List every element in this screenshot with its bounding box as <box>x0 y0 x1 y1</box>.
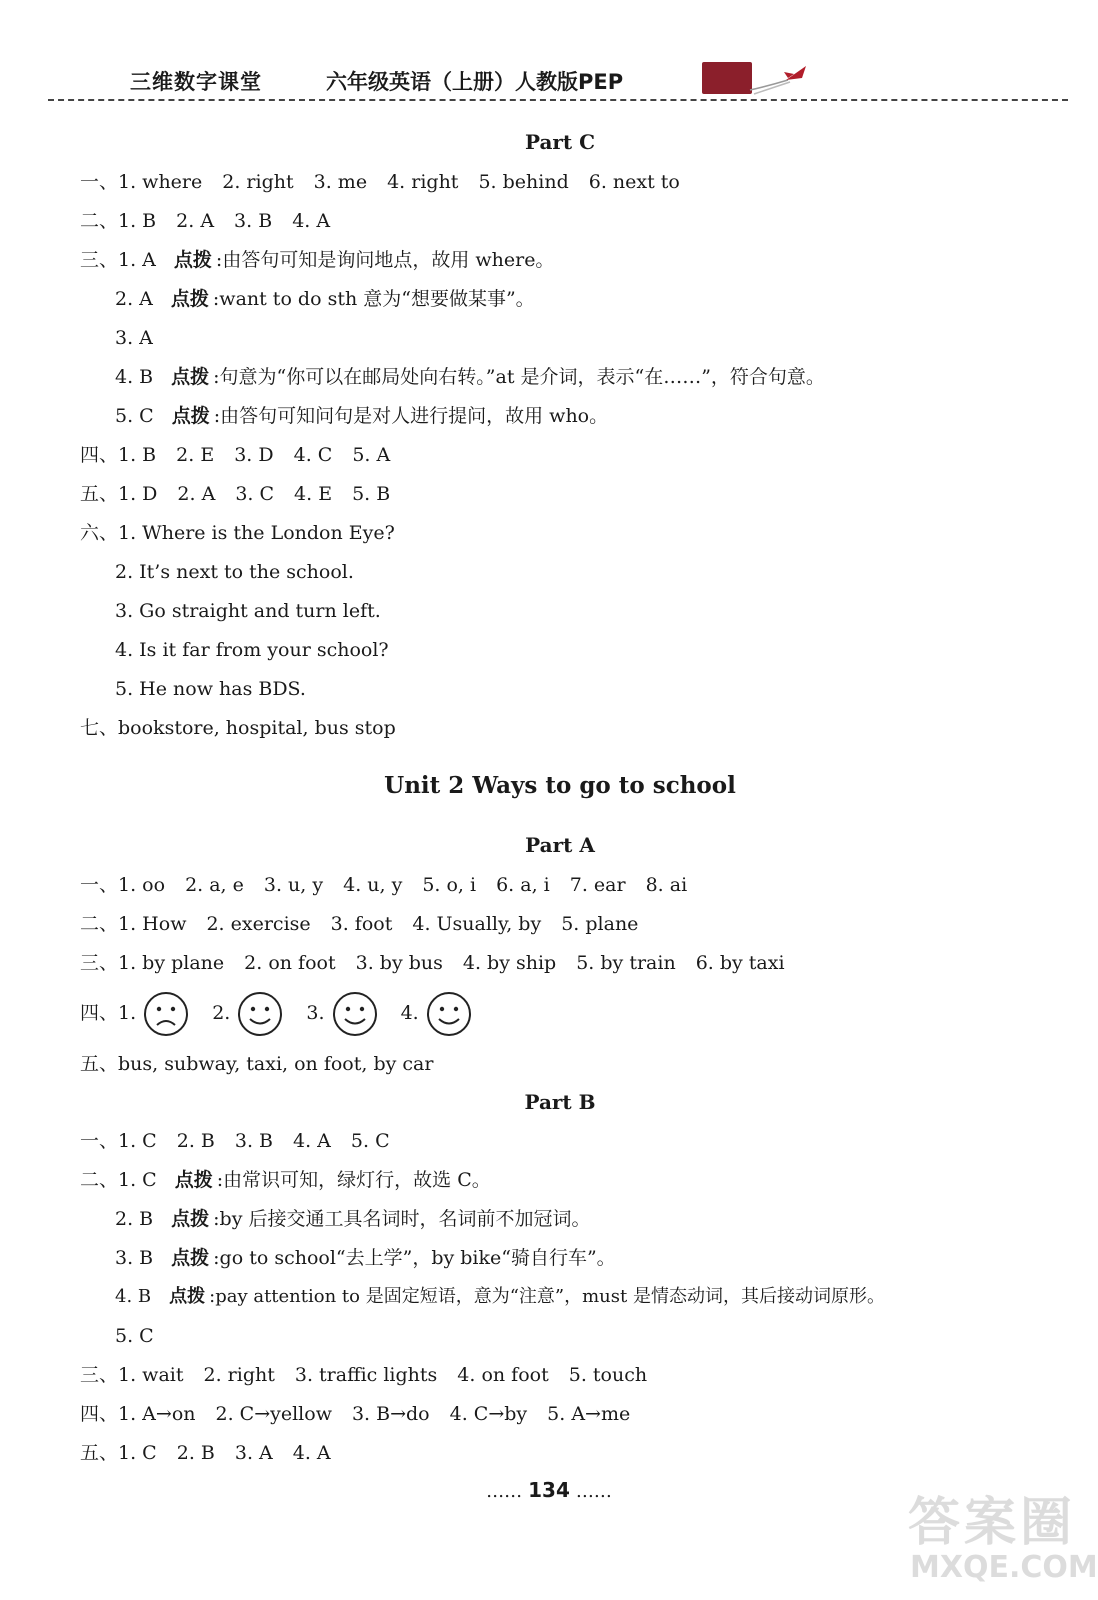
face-number: 4. <box>400 1002 419 1024</box>
answer: 3. C <box>235 483 275 505</box>
tip-label: 点拨 <box>171 1247 210 1269</box>
answer: 4. B <box>115 1286 152 1307</box>
section-label: 五、 <box>80 483 119 505</box>
answer: 3. traffic lights <box>294 1364 438 1386</box>
answer: 4. A <box>292 1442 331 1464</box>
answer: 4. by ship <box>462 952 557 974</box>
answer: 3. B <box>234 1130 274 1152</box>
answer: 1. C <box>118 1169 157 1191</box>
answer: 3. A <box>115 327 153 349</box>
tip-label: 点拨 <box>171 366 210 388</box>
answer: 3. foot <box>330 913 393 935</box>
face-number: 3. <box>306 1002 325 1024</box>
answer: 3. B <box>234 210 273 232</box>
part-a-section-3 <box>80 951 805 975</box>
tip-text: :pay attention to 是固定短语，意为“注意”，must 是情态动词，其后接动词原形。 <box>209 1286 885 1307</box>
part-b-section-2-line-1 <box>80 1168 491 1192</box>
book-title: 六年级英语（上册）人教版PEP <box>326 70 624 94</box>
answer: 4. A <box>292 210 331 232</box>
section-label: 二、 <box>80 913 119 935</box>
answer: 1. A→on <box>118 1403 196 1425</box>
answer: 5. A→me <box>547 1403 631 1425</box>
page-header <box>48 58 1068 104</box>
smiley-face-icon <box>425 991 473 1037</box>
answer-sentence: 5. He now has BDS. <box>115 678 306 700</box>
answer: 5. by train <box>576 952 676 974</box>
tip-text: :by 后接交通工具名词时，名词前不加冠词。 <box>213 1208 591 1230</box>
answer: 1. oo <box>118 874 166 896</box>
answer: 4. on foot <box>457 1364 549 1386</box>
part-c-section-4 <box>80 443 410 467</box>
answer-sentence: 4. Is it far from your school? <box>115 639 389 661</box>
answer: 4. Usually, by <box>412 913 542 935</box>
answer: 5. A <box>352 444 391 466</box>
part-a-section-1 <box>80 873 707 897</box>
answer: 5. touch <box>568 1364 648 1386</box>
answer: 5. plane <box>561 913 639 935</box>
answer: 1. C <box>118 1442 157 1464</box>
answer: 1. D <box>118 483 158 505</box>
part-c-section-6-line-4 <box>115 638 389 662</box>
answer: 3. D <box>234 444 274 466</box>
answer: 2. B <box>176 1442 215 1464</box>
answer: 2. A <box>115 288 153 310</box>
face-number: 1. <box>118 1002 137 1024</box>
part-b-section-3 <box>80 1363 667 1387</box>
watermark <box>900 1480 1098 1590</box>
answer: 4. u, y <box>343 874 403 896</box>
section-label: 五、 <box>80 1053 119 1075</box>
section-label: 三、 <box>80 952 119 974</box>
part-c-section-6-line-1 <box>80 521 395 545</box>
unit-title: Unit 2 Ways to go to school <box>384 772 736 799</box>
answer: 5. C <box>115 1325 154 1347</box>
part-c-section-2 <box>80 209 350 233</box>
part-c-section-6-line-2 <box>115 560 354 584</box>
answer: 6. next to <box>588 171 680 193</box>
answer: 4. right <box>387 171 459 193</box>
part-c-section-7 <box>80 716 396 740</box>
answer: 1. wait <box>118 1364 184 1386</box>
part-b-section-5 <box>80 1441 351 1465</box>
answer: 2. A <box>176 210 215 232</box>
sad-face-icon <box>142 991 190 1037</box>
answer: 5. C <box>115 405 154 427</box>
answer: 2. a, e <box>185 874 244 896</box>
answer: 2. right <box>222 171 294 193</box>
part-c-section-3-line-1 <box>80 248 554 272</box>
section-label: 三、 <box>80 1364 119 1386</box>
answer: 3. A <box>234 1442 273 1464</box>
tip-text: :由常识可知，绿灯行，故选 C。 <box>216 1169 491 1191</box>
part-a-section-5 <box>80 1052 433 1076</box>
part-c-section-6-line-3 <box>115 599 381 623</box>
answer: 4. A <box>293 1130 331 1152</box>
footer-dots-left: …… <box>486 1481 523 1502</box>
answer-sentence: 1. Where is the London Eye? <box>118 522 395 544</box>
section-label: 二、 <box>80 1169 119 1191</box>
section-label: 二、 <box>80 210 119 232</box>
answer: 3. B→do <box>351 1403 430 1425</box>
section-label: 三、 <box>80 249 119 271</box>
answer: 3. by bus <box>355 952 443 974</box>
answer: 2. A <box>177 483 216 505</box>
answer: 1. B <box>118 210 157 232</box>
watermark-logo: 答案圈 <box>908 1493 1077 1553</box>
answer: 7. ear <box>569 874 626 896</box>
answer: 2. exercise <box>206 913 311 935</box>
section-label: 四、 <box>80 444 119 466</box>
answer: 4. E <box>294 483 333 505</box>
answer: 3. u, y <box>263 874 324 896</box>
answer-text: bus, subway, taxi, on foot, by car <box>118 1053 434 1075</box>
part-c-section-3-line-4 <box>115 365 825 389</box>
answer: 1. B <box>118 444 157 466</box>
tip-label: 点拨 <box>174 1169 213 1191</box>
part-b-section-4 <box>80 1402 650 1426</box>
part-b-heading: Part B <box>524 1090 596 1114</box>
section-label: 一、 <box>80 874 119 896</box>
part-c-heading: Part C <box>524 130 596 154</box>
part-b-section-2-line-4 <box>115 1285 885 1309</box>
answer: 1. How <box>118 913 187 935</box>
rocket-icon <box>748 60 812 96</box>
answer-text: bookstore, hospital, bus stop <box>118 717 396 739</box>
section-label: 五、 <box>80 1442 119 1464</box>
tip-label: 点拨 <box>171 1208 210 1230</box>
tip-label: 点拨 <box>170 288 209 310</box>
part-c-section-1 <box>80 170 700 194</box>
tip-text: :want to do sth 意为“想要做某事”。 <box>212 288 535 310</box>
part-c-section-3-line-3 <box>115 326 153 350</box>
book-logo <box>702 62 752 94</box>
answer: 2. B <box>176 1130 215 1152</box>
part-c-section-6-line-5 <box>115 677 306 701</box>
part-c-section-3-line-5 <box>115 404 608 428</box>
section-label: 六、 <box>80 522 119 544</box>
header-divider <box>48 99 1068 101</box>
page-number: 134 <box>528 1478 570 1502</box>
answer: 5. B <box>352 483 391 505</box>
part-c-section-5 <box>80 482 410 506</box>
series-title: 三维数字课堂 <box>130 70 262 94</box>
answer: 4. C→by <box>449 1403 528 1425</box>
part-b-section-2-line-3 <box>115 1246 616 1270</box>
section-label: 一、 <box>80 171 119 193</box>
answer: 1. where <box>118 171 203 193</box>
answer-sentence: 3. Go straight and turn left. <box>115 600 381 622</box>
tip-text: :句意为“你可以在邮局处向右转。”at 是介词，表示“在……”，符合句意。 <box>213 366 825 388</box>
answer: 1. by plane <box>118 952 225 974</box>
answer: 2. B <box>115 1208 154 1230</box>
answer: 1. A <box>118 249 156 271</box>
part-b-section-2-line-2 <box>115 1207 591 1231</box>
smiley-face-icon <box>236 991 284 1037</box>
answer: 4. C <box>293 444 333 466</box>
smiley-face-icon <box>331 991 379 1037</box>
answer: 2. E <box>176 444 215 466</box>
answer: 8. ai <box>645 874 688 896</box>
watermark-text: MXQE.COM <box>910 1550 1098 1585</box>
section-label: 七、 <box>80 717 119 739</box>
part-b-section-1 <box>80 1129 410 1153</box>
part-c-section-3-line-2 <box>115 287 535 311</box>
part-a-section-2 <box>80 912 658 936</box>
face-number: 2. <box>212 1002 231 1024</box>
part-a-heading: Part A <box>525 833 595 857</box>
answer: 3. me <box>313 171 368 193</box>
part-a-section-4 <box>80 990 495 1037</box>
answer: 1. C <box>118 1130 157 1152</box>
answer-sentence: 2. It’s next to the school. <box>115 561 354 583</box>
tip-label: 点拨 <box>173 249 212 271</box>
part-b-section-2-line-5 <box>115 1324 154 1348</box>
tip-label: 点拨 <box>169 1286 206 1307</box>
answer: 4. B <box>115 366 154 388</box>
tip-label: 点拨 <box>171 405 210 427</box>
answer: 3. B <box>115 1247 154 1269</box>
answer: 2. on foot <box>244 952 336 974</box>
tip-text: :由答句可知问句是对人进行提问，故用 who。 <box>213 405 609 427</box>
section-label: 一、 <box>80 1130 119 1152</box>
answer: 6. a, i <box>496 874 550 896</box>
section-label: 四、 <box>80 1403 119 1425</box>
tip-text: :go to school“去上学”，by bike“骑自行车”。 <box>213 1247 616 1269</box>
section-label: 四、 <box>80 1002 119 1024</box>
answer: 5. C <box>350 1130 390 1152</box>
answer: 5. o, i <box>422 874 477 896</box>
tip-text: :由答句可知是询问地点，故用 where。 <box>215 249 555 271</box>
answer: 2. right <box>203 1364 275 1386</box>
answer: 6. by taxi <box>695 952 785 974</box>
footer-dots-right: …… <box>575 1481 612 1502</box>
answer: 2. C→yellow <box>215 1403 332 1425</box>
answer: 5. behind <box>478 171 569 193</box>
